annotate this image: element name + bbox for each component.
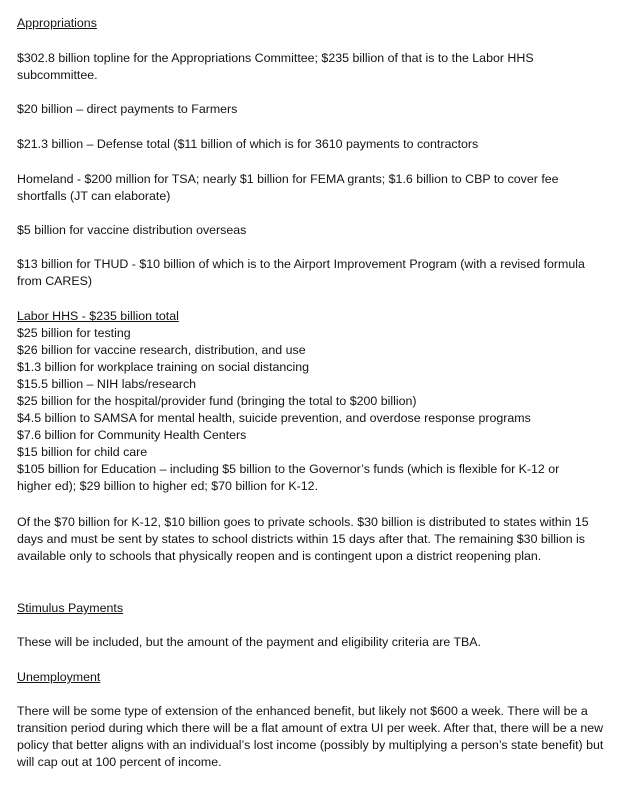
list-item: $4.5 billion to SAMSA for mental health, suicide prevention, and overdose response programs <box>17 411 531 425</box>
appropriations-heading: Appropriations <box>17 16 97 30</box>
list-item: $25 billion for the hospital/provider fund (bringing the total to $200 billion) <box>17 394 417 408</box>
labor-hhs-heading: Labor HHS - $235 billion total <box>17 309 179 323</box>
list-item: $1.3 billion for workplace training on social distancing <box>17 360 310 374</box>
list-item: $15 billion for child care <box>17 445 148 459</box>
appropriations-topline-paragraph: $302.8 billion topline for the Appropriations Committee; $235 billion of that is to the Labor HHS subcommittee. <box>17 51 534 82</box>
list-item: $25 billion for testing <box>17 326 131 340</box>
stimulus-paragraph: These will be included, but the amount of the payment and eligibility criteria are TBA. <box>17 635 481 649</box>
unemployment-paragraph: There will be some type of extension of the enhanced benefit, but likely not $600 a week. There will be a transition period during which there will be a flat amount of extra UI per week. After that, there will be a new policy that better aligns with an individual’s lost income (possibly by multiplying a person’s state benefit) but will cap out at 100 percent of income. <box>17 704 604 769</box>
unemployment-heading: Unemployment <box>17 670 101 684</box>
defense-paragraph: $21.3 billion – Defense total ($11 billion of which is for 3610 payments to contractors <box>17 137 479 151</box>
labor-hhs-list <box>17 325 607 495</box>
list-item: $105 billion for Education – including $5 billion to the Governor’s funds (which is flexible for K-12 or higher ed); $29 billion to higher ed; $70 billion for K-12. <box>17 462 560 493</box>
farmers-paragraph: $20 billion – direct payments to Farmers <box>17 102 238 116</box>
homeland-paragraph: Homeland - $200 million for TSA; nearly $1 billion for FEMA grants; $1.6 billion to CBP to cover fee shortfalls (JT can elaborate) <box>17 172 559 203</box>
vaccine-overseas-paragraph: $5 billion for vaccine distribution overseas <box>17 223 247 237</box>
thud-paragraph: $13 billion for THUD - $10 billion of which is to the Airport Improvement Program (with a revised formula from CARES) <box>17 257 585 288</box>
list-item: $7.6 billion for Community Health Centers <box>17 428 247 442</box>
k12-paragraph: Of the $70 billion for K-12, $10 billion goes to private schools. $30 billion is distributed to states within 15 days and must be sent by states to school districts within 15 days after that. The remaining $30 billion is available only to schools that physically reopen and is contingent upon a district reopening plan. <box>17 515 589 563</box>
stimulus-heading: Stimulus Payments <box>17 601 124 615</box>
list-item: $15.5 billion – NIH labs/research <box>17 377 197 391</box>
list-item: $26 billion for vaccine research, distribution, and use <box>17 343 306 357</box>
